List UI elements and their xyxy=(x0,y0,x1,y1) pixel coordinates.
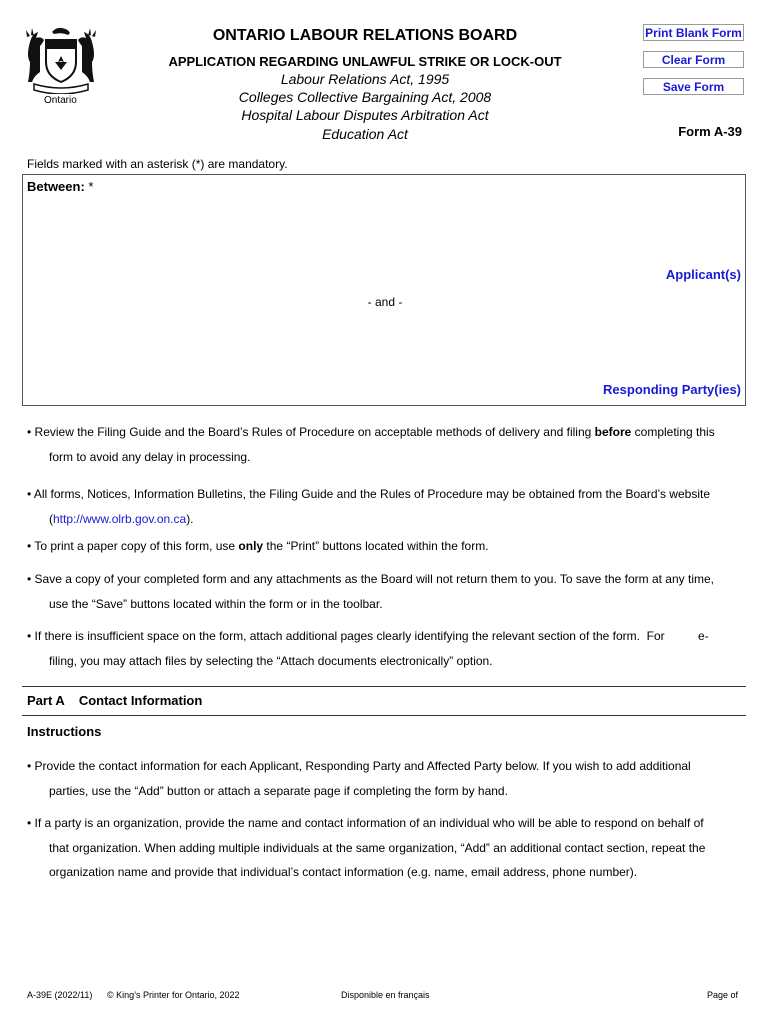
instruction-bullet: • To print a paper copy of this form, use only the “Print” buttons located within the form. xyxy=(27,539,489,553)
and-separator: - and - xyxy=(367,295,403,309)
footer-page-number: Page of xyxy=(707,990,739,1000)
section-divider xyxy=(22,715,746,716)
application-title: APPLICATION REGARDING UNLAWFUL STRIKE OR LOCK-OUT xyxy=(168,54,562,69)
instruction-bullet: • Save a copy of your completed form and any attachments as the Board will not return them to you. To save the form at any time, use the “Save” buttons located within the form or in the toolbar. xyxy=(27,572,714,611)
instruction-bullet: • All forms, Notices, Information Bulletins, the Filing Guide and the Rules of Procedure may be obtained from the Board’s website (http://www.olrb.gov.on.ca). xyxy=(27,487,710,526)
section-divider xyxy=(22,686,746,687)
ontario-coat-of-arms-logo xyxy=(22,24,100,94)
between-label: Between: * xyxy=(27,179,94,194)
instruction-bullet: • Provide the contact information for each Applicant, Responding Party and Affected Party below. If you wish to add additional parties, use the “Add” button or attach a separate page if completing the form by hand. xyxy=(27,759,691,798)
form-number: Form A-39 xyxy=(678,124,742,139)
applicants-label: Applicant(s) xyxy=(665,267,741,282)
mandatory-note: Fields marked with an asterisk (*) are mandatory. xyxy=(27,157,288,171)
part-a-heading: Part A Contact Information xyxy=(27,693,203,708)
between-parties-box[interactable] xyxy=(22,174,746,406)
olrb-website-link[interactable]: http://www.olrb.gov.on.ca xyxy=(53,511,187,526)
responding-parties-label: Responding Party(ies) xyxy=(603,382,741,397)
instruction-bullet: • If a party is an organization, provide the name and contact information of an individual who will be able to respond on behalf of that organization. When adding multiple individuals at the same organization, “Add” an additional contact section, repeat the organization name and provide that individual’s contact information (e.g. name, email address, phone number). xyxy=(27,816,706,879)
save-form-button[interactable]: Save Form xyxy=(643,78,744,95)
footer-french-available: Disponible en français xyxy=(341,990,430,1000)
act-name: Hospital Labour Disputes Arbitration Act xyxy=(241,107,489,123)
print-blank-form-button[interactable]: Print Blank Form xyxy=(643,24,744,41)
instruction-bullet: • If there is insufficient space on the form, attach additional pages clearly identifying the relevant section of the form. For e- filing, you may attach files by selecting the “Attach documents electronically” option. xyxy=(27,629,709,668)
act-name: Colleges Collective Bargaining Act, 2008 xyxy=(238,89,492,105)
board-title: ONTARIO LABOUR RELATIONS BOARD xyxy=(212,27,518,44)
instruction-bullet: • Review the Filing Guide and the Board’s Rules of Procedure on acceptable methods of delivery and filing before completing this form to avoid any delay in processing. xyxy=(27,425,715,464)
logo-caption: Ontario xyxy=(44,95,77,106)
act-name: Labour Relations Act, 1995 xyxy=(280,71,450,87)
clear-form-button[interactable]: Clear Form xyxy=(643,51,744,68)
act-name: Education Act xyxy=(322,126,408,142)
footer-form-code: A-39E (2022/11) xyxy=(27,990,93,1000)
footer-copyright: © King’s Printer for Ontario, 2022 xyxy=(107,990,240,1000)
instructions-heading: Instructions xyxy=(27,724,102,739)
